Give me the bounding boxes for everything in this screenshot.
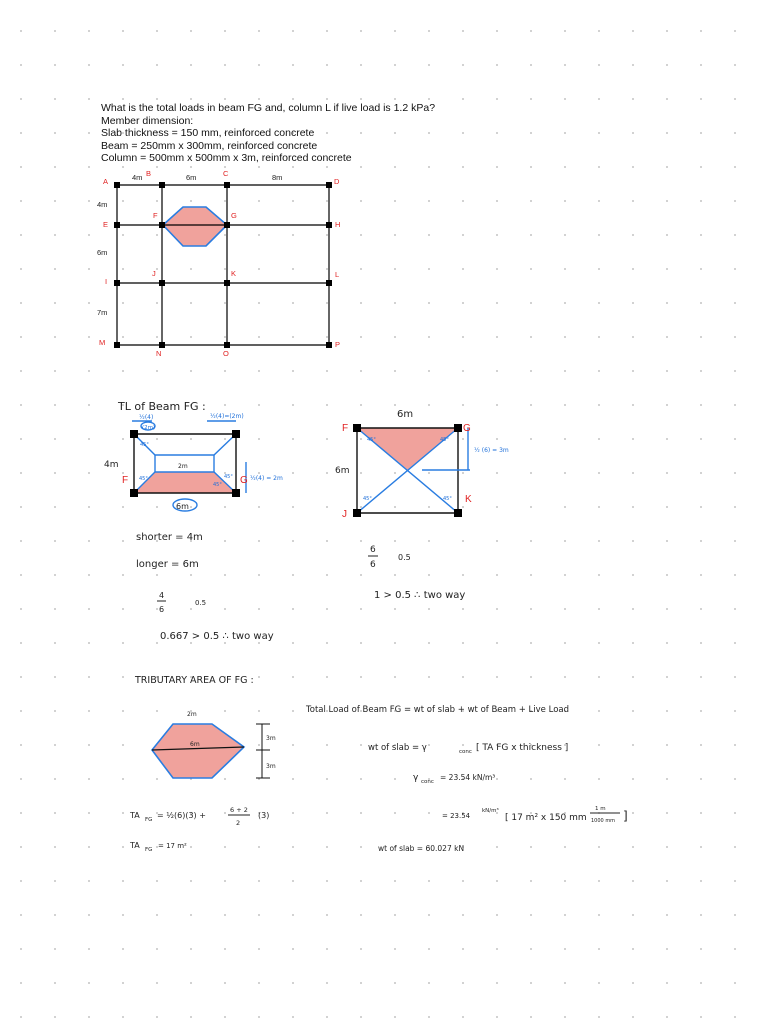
question-line: Slab thickness = 150 mm, reinforced concrete <box>101 127 315 139</box>
node-label: G <box>463 423 471 434</box>
unit-label: kN/m³ <box>482 808 499 814</box>
inner-label: 2m <box>178 463 188 470</box>
angle-label: 45° <box>213 482 222 488</box>
fraction-numerator: 6 <box>370 545 376 555</box>
formula-part: = ½(6)(3) + <box>157 811 206 820</box>
dimension-label: 3m <box>266 763 276 770</box>
dimension-label: 6m <box>190 741 200 748</box>
gamma-symbol: γ <box>413 773 419 783</box>
angle-label: 45° <box>363 496 372 502</box>
top-dimension: 6m <box>397 409 414 420</box>
question-line: Beam = 250mm x 300mm, reinforced concrete <box>101 139 318 152</box>
ratio-calc-right <box>368 545 465 601</box>
node-label: M <box>99 338 106 347</box>
fraction-denominator: 2 <box>236 819 241 827</box>
dimension-label: 6m <box>186 173 197 182</box>
fraction-numerator: 1 m <box>595 806 606 812</box>
calc-value: 0.5 <box>398 553 411 562</box>
node-label: E <box>103 220 109 229</box>
node-label: D <box>334 177 340 186</box>
tributary-area-shape <box>163 207 227 246</box>
node-label: N <box>156 349 162 358</box>
floor-plan <box>97 169 340 358</box>
question-line: What is the total loads in beam FG and, column L if live load is 1.2 kPa? <box>101 102 436 114</box>
node-label: B <box>146 169 152 178</box>
ratio-calc-left <box>136 532 274 642</box>
formula-subscript: FG <box>145 847 153 853</box>
node-label: F <box>122 475 129 486</box>
formula-part: TA <box>130 841 140 850</box>
tributary-area-section <box>129 675 276 853</box>
node-label: H <box>335 220 341 229</box>
note-label: ½(4)=(2m) <box>210 413 244 420</box>
columns <box>114 182 332 348</box>
node-label: O <box>223 349 229 358</box>
node-label: G <box>231 211 237 220</box>
dimension-label: 6m <box>97 248 108 257</box>
fraction-denominator: 6 <box>370 560 376 570</box>
fraction-denominator: 6 <box>159 605 165 614</box>
question-line: Column = 500mm x 500mm x 3m, reinforced concrete <box>101 152 352 164</box>
angle-label: 45° <box>440 437 449 443</box>
formula-part: TA <box>130 811 140 820</box>
sketch-square-panel <box>335 409 509 520</box>
dimension-label: 7m <box>97 308 108 317</box>
node-label: G <box>240 475 248 486</box>
note-label: (2m) <box>142 425 156 431</box>
node-label: A <box>103 177 109 186</box>
wt-slab-formula: wt of slab = γ <box>368 743 427 753</box>
formula-result: = 17 m² <box>158 842 187 850</box>
node-label: C <box>223 169 229 178</box>
side-dimension: 6m <box>335 466 350 476</box>
total-load-formula: Total Load of Beam FG = wt of slab + wt of Beam + Live Load <box>306 705 570 715</box>
calc-line: shorter = 4m <box>136 532 203 543</box>
wt-slab-result: wt of slab = 60.027 kN <box>378 844 465 853</box>
question-line: Member dimension: <box>101 114 194 127</box>
span-label: 6m <box>176 502 189 511</box>
node-label: K <box>465 494 472 505</box>
formula-subscript: FG <box>145 817 153 823</box>
sketch-title: TL of Beam FG : <box>118 400 206 413</box>
calc-conclusion: 1 > 0.5 ∴ two way <box>374 590 466 601</box>
calc-line: longer = 6m <box>136 559 199 570</box>
angle-label: 45° <box>443 496 452 502</box>
formula-subscript: conc <box>459 749 472 755</box>
angle-label: 45° <box>140 442 149 448</box>
fraction-denominator: 1000 mm <box>591 818 616 824</box>
dimension-label: 3m <box>266 735 276 742</box>
node-label: I <box>105 277 108 286</box>
sketch-beam-fg <box>104 400 283 511</box>
formula-subscript: conc <box>421 779 434 785</box>
note-label: ½ (6) = 3m <box>474 447 509 454</box>
side-label: 4m <box>104 460 119 470</box>
note-label: ½(4) = 2m <box>250 475 283 482</box>
node-label: F <box>153 211 158 220</box>
angle-label: 45° <box>139 476 148 482</box>
calc-conclusion: 0.667 > 0.5 ∴ two way <box>160 631 274 642</box>
calc-value: 0.5 <box>195 599 207 607</box>
dimension-label: 4m <box>97 200 108 209</box>
dimension-label: 4m <box>132 173 143 182</box>
substitution: [ 17 m² x 150 mm <box>505 813 587 823</box>
node-label: J <box>342 509 347 520</box>
substitution: = 23.54 <box>442 812 471 820</box>
wt-slab-bracket: [ TA FG x thickness ] <box>476 743 569 753</box>
note-label: ½(4) <box>139 414 154 421</box>
node-label: P <box>335 340 341 349</box>
dimension-label: 8m <box>272 173 283 182</box>
load-calculation <box>305 705 628 853</box>
fraction-numerator: 6 + 2 <box>230 806 248 814</box>
dimension-label: 2m <box>187 711 197 718</box>
gamma-value: = 23.54 kN/m³ <box>440 773 496 782</box>
node-label: J <box>152 269 156 278</box>
node-label: F <box>342 423 349 434</box>
tributary-diamond <box>152 724 244 778</box>
node-label: L <box>335 270 340 279</box>
section-heading: TRIBUTARY AREA OF FG : <box>135 675 254 686</box>
triangle-load-area <box>357 428 458 470</box>
bracket: ] <box>623 809 628 823</box>
angle-label: 45° <box>367 437 376 443</box>
fraction-numerator: 4 <box>159 591 165 600</box>
grid-lines <box>117 185 329 345</box>
node-label: K <box>231 269 237 278</box>
angle-label: 45° <box>224 474 233 480</box>
formula-part: (3) <box>258 811 270 820</box>
